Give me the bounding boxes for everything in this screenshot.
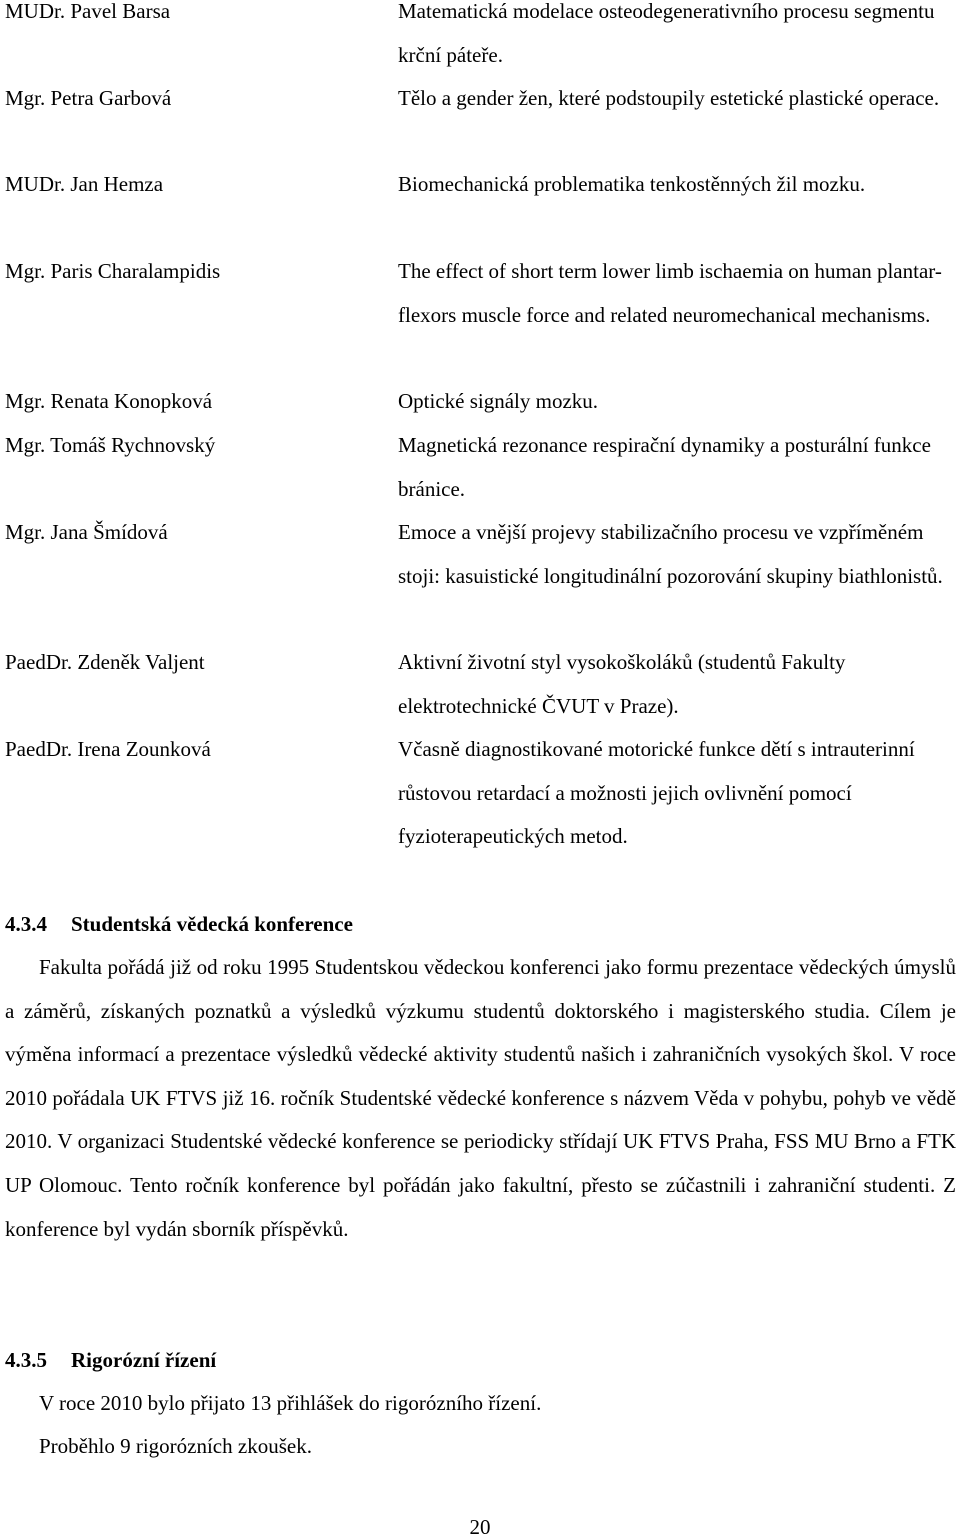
thesis-title: Včasně diagnostikované motorické funkce dětí s intrauterinní růstovou retardací a možnosti jejich ovlivnění pomocí fyzioterapeutických metod. [398,737,915,848]
thesis-title: Tělo a gender žen, které podstoupily estetické plastické operace. [398,86,940,110]
author-name: PaedDr. Zdeněk Valjent [5,650,205,674]
thesis-title: Optické signály mozku. [398,389,599,413]
author-name: Mgr. Tomáš Rychnovský [5,433,216,457]
section-number: 4.3.4 [5,912,47,936]
body-line: V roce 2010 bylo přijato 13 přihlášek do rigorózního řízení. [39,1391,542,1415]
thesis-title: The effect of short term lower limb ischaemia on human plantar-flexors muscle force and related neuromechanical mechanisms. [398,259,942,327]
author-name: Mgr. Petra Garbová [5,86,172,110]
section-paragraph: Fakulta pořádá již od roku 1995 Studentskou vědeckou konferenci jako formu prezentace vědeckých úmyslů a záměrů, získaných poznatků a výsledků výzkumu studentů doktorského i magisterského studia. Cílem je výměna informací a prezentace výsledků vědecké aktivity studentů našich i zahraničních vysokých škol. V roce 2010 pořádala UK FTVS již 16. ročník Studentské vědecké konference s názvem Věda v pohybu, pohyb ve vědě 2010. V organizaci Studentské vědecké konference se periodicky střídají UK FTVS Praha, FSS MU Brno a FTK UP Olomouc. Tento ročník konference byl pořádán jako fakultní, přesto se zúčastnili i zahraniční studenti. Z konference byl vydán sborník příspěvků. [5,955,956,1241]
thesis-title: Matematická modelace osteodegenerativního procesu segmentu krční páteře. [398,0,935,67]
thesis-title: Emoce a vnější projevy stabilizačního procesu ve vzpříměném stoji: kasuistické longitudinální pozorování skupiny biathlonistů. [398,520,943,588]
author-name: MUDr. Pavel Barsa [5,0,171,23]
thesis-title: Aktivní životní styl vysokoškoláků (studentů Fakulty elektrotechnické ČVUT v Praze). [398,650,846,718]
author-name: Mgr. Jana Šmídová [5,520,168,544]
section-title: Studentská vědecká konference [71,912,353,936]
section-number: 4.3.5 [5,1348,47,1372]
author-name: PaedDr. Irena Zounková [5,737,211,761]
thesis-title: Biomechanická problematika tenkostěnných žil mozku. [398,172,866,196]
section-title: Rigorózní řízení [71,1348,217,1372]
page-number: 20 [469,1515,491,1539]
body-line: Proběhlo 9 rigorózních zkoušek. [39,1434,312,1458]
section-heading [5,912,353,937]
author-name: Mgr. Paris Charalampidis [5,259,221,283]
thesis-title: Magnetická rezonance respirační dynamiky a posturální funkce bránice. [398,433,931,501]
author-name: Mgr. Renata Konopková [5,389,213,413]
author-name: MUDr. Jan Hemza [5,172,164,196]
section-heading [5,1348,216,1373]
